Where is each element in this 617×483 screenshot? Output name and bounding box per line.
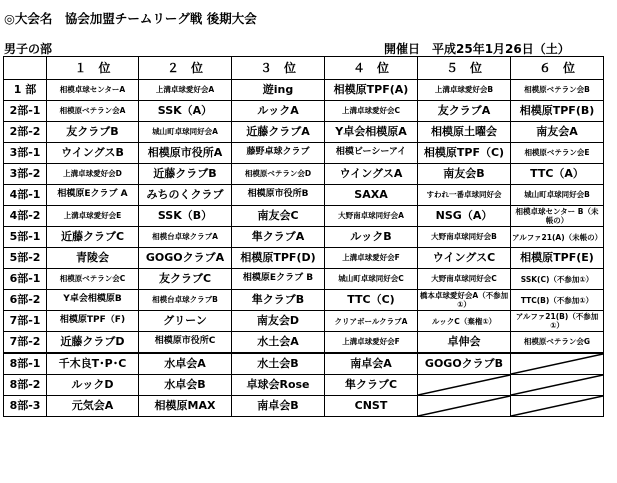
division-label: 4部-1 xyxy=(4,185,47,206)
results-table xyxy=(3,56,604,417)
team-cell: 相模原市役所A xyxy=(139,143,232,164)
team-cell: 相模原ベテラン会E xyxy=(511,143,604,164)
header-cell-rank-5: ５ 位 xyxy=(418,57,511,80)
team-cell: ルックD xyxy=(47,375,139,396)
team-cell: TTC（C) xyxy=(325,290,418,311)
division-label: 2部-1 xyxy=(4,101,47,122)
team-cell: 上溝卓球愛好会D xyxy=(47,164,139,185)
division-label: 5部-2 xyxy=(4,248,47,269)
team-cell: 青陵会 xyxy=(47,248,139,269)
team-cell: 上溝卓球愛好会E xyxy=(47,206,139,227)
division-label: 3部-2 xyxy=(4,164,47,185)
division-label: 2部-2 xyxy=(4,122,47,143)
team-cell: みちのくクラブ xyxy=(139,185,232,206)
event-date: 開催日 平成25年1月26日（土） xyxy=(384,42,570,56)
table-row xyxy=(4,122,604,143)
team-cell: 上溝卓球愛好会C xyxy=(325,101,418,122)
team-cell: ルックA xyxy=(232,101,325,122)
table-row xyxy=(4,227,604,248)
team-cell: 相模原TPF（C) xyxy=(418,143,511,164)
team-cell: 相模原TPF(D) xyxy=(232,248,325,269)
team-cell: 友クラブB xyxy=(47,122,139,143)
team-cell: 上溝卓球愛好会F xyxy=(325,248,418,269)
header-row xyxy=(4,57,604,80)
header-cell-division xyxy=(4,57,47,80)
team-cell: 隼クラブB xyxy=(232,290,325,311)
team-cell: グリーン xyxy=(139,311,232,332)
team-cell: 上溝卓球愛好会A xyxy=(139,80,232,101)
division-label: 4部-2 xyxy=(4,206,47,227)
team-cell: ルックC（棄権①） xyxy=(418,311,511,332)
team-cell: ウイングスB xyxy=(47,143,139,164)
team-cell: 相模原ベテラン会C xyxy=(47,269,139,290)
team-cell: 近藤クラブD xyxy=(47,332,139,354)
table-row xyxy=(4,396,604,417)
header-cell-rank-2: ２ 位 xyxy=(139,57,232,80)
team-cell: 相模卓球センター B（未帳の） xyxy=(511,206,604,227)
team-cell: 大野南卓球同好会C xyxy=(418,269,511,290)
team-cell: 城山町卓球同好会C xyxy=(325,269,418,290)
team-cell: 相模原土曜会 xyxy=(418,122,511,143)
empty-slot-cell xyxy=(418,375,511,396)
team-cell: ウイングスC xyxy=(418,248,511,269)
team-cell: 相模原市役所C xyxy=(139,332,232,354)
section-label: 男子の部 xyxy=(4,42,53,56)
table-row xyxy=(4,185,604,206)
team-cell: 相模原TPF(B) xyxy=(511,101,604,122)
team-cell: SSK（A） xyxy=(139,101,232,122)
division-label: 6部-2 xyxy=(4,290,47,311)
team-cell: 相模卓球センターA xyxy=(47,80,139,101)
table-row xyxy=(4,332,604,354)
empty-slot-cell xyxy=(511,353,604,375)
team-cell: 友クラブA xyxy=(418,101,511,122)
team-cell: 相模原TPF(E) xyxy=(511,248,604,269)
table-row xyxy=(4,290,604,311)
team-cell: 千木良T･P･C xyxy=(47,353,139,375)
header-cell-rank-3: ３ 位 xyxy=(232,57,325,80)
table-row xyxy=(4,206,604,227)
team-cell: Y卓会相模原B xyxy=(47,290,139,311)
empty-slot-cell xyxy=(418,396,511,417)
empty-slot-slash xyxy=(511,396,603,416)
team-cell: Y卓会相模原A xyxy=(325,122,418,143)
team-cell: 大野南卓球同好会B xyxy=(418,227,511,248)
team-cell: 近藤クラブA xyxy=(232,122,325,143)
empty-slot-cell xyxy=(511,396,604,417)
team-cell: 隼クラブA xyxy=(232,227,325,248)
team-cell: 相模原TPF（F) xyxy=(47,311,139,332)
team-cell: クリアボールクラブA xyxy=(325,311,418,332)
table-row xyxy=(4,375,604,396)
team-cell: 南卓会B xyxy=(232,396,325,417)
team-cell: 南友会B xyxy=(418,164,511,185)
team-cell: CNST xyxy=(325,396,418,417)
team-cell: 南友会D xyxy=(232,311,325,332)
team-cell: 相模原Eクラブ A xyxy=(47,185,139,206)
empty-slot-slash xyxy=(511,354,603,374)
division-label: 7部-2 xyxy=(4,332,47,354)
team-cell: 大野南卓球同好会A xyxy=(325,206,418,227)
division-label: 5部-1 xyxy=(4,227,47,248)
team-cell: SAXA xyxy=(325,185,418,206)
team-cell: 城山町卓球同好会B xyxy=(511,185,604,206)
table-row xyxy=(4,101,604,122)
team-cell: 城山町卓球同好会A xyxy=(139,122,232,143)
division-label: 8部-3 xyxy=(4,396,47,417)
table-row xyxy=(4,80,604,101)
team-cell: 遊ing xyxy=(232,80,325,101)
team-cell: ルックB xyxy=(325,227,418,248)
table-row xyxy=(4,248,604,269)
division-label: 1 部 xyxy=(4,80,47,101)
division-label: 8部-1 xyxy=(4,353,47,375)
team-cell: 相模原MAX xyxy=(139,396,232,417)
team-cell: 卓伸会 xyxy=(418,332,511,354)
team-cell: 相模原TPF(A) xyxy=(325,80,418,101)
team-cell: 南卓会A xyxy=(325,353,418,375)
header-cell-rank-1: １ 位 xyxy=(47,57,139,80)
table-row xyxy=(4,143,604,164)
team-cell: SSK(C)（不参加①） xyxy=(511,269,604,290)
empty-slot-slash xyxy=(418,396,510,416)
team-cell: 相模原ベテラン会A xyxy=(47,101,139,122)
team-cell: TTC(B)（不参加①） xyxy=(511,290,604,311)
team-cell: すわれ一番卓球同好会 xyxy=(418,185,511,206)
team-cell: NSG（A） xyxy=(418,206,511,227)
team-cell: 橋本卓球愛好会A（不参加①） xyxy=(418,290,511,311)
table-row xyxy=(4,353,604,375)
empty-slot-cell xyxy=(511,375,604,396)
header-cell-rank-6: ６ 位 xyxy=(511,57,604,80)
team-cell: 上溝卓球愛好会F xyxy=(325,332,418,354)
team-cell: 相模原Eクラブ B xyxy=(232,269,325,290)
team-cell: 南友会C xyxy=(232,206,325,227)
team-cell: 相模原ベテラン会B xyxy=(511,80,604,101)
table-row xyxy=(4,164,604,185)
division-label: 7部-1 xyxy=(4,311,47,332)
team-cell: 上溝卓球愛好会B xyxy=(418,80,511,101)
header-cell-rank-4: ４ 位 xyxy=(325,57,418,80)
team-cell: 近藤クラブC xyxy=(47,227,139,248)
team-cell: 水卓会A xyxy=(139,353,232,375)
tournament-title: ◎大会名 協会加盟チームリーグ戦 後期大会 xyxy=(4,11,257,26)
team-cell: SSK（B） xyxy=(139,206,232,227)
team-cell: GOGOクラブB xyxy=(418,353,511,375)
team-cell: 相模台卓球クラブA xyxy=(139,227,232,248)
division-label: 8部-2 xyxy=(4,375,47,396)
division-label: 3部-1 xyxy=(4,143,47,164)
division-label: 6部-1 xyxy=(4,269,47,290)
team-cell: 相模原ベテラン会G xyxy=(511,332,604,354)
empty-slot-slash xyxy=(418,375,510,395)
team-cell: 相模原市役所B xyxy=(232,185,325,206)
table-row xyxy=(4,311,604,332)
team-cell: 相模原ベテラン会D xyxy=(232,164,325,185)
team-cell: アルファ21(B)（不参加①） xyxy=(511,311,604,332)
team-cell: 近藤クラブB xyxy=(139,164,232,185)
team-cell: 元気会A xyxy=(47,396,139,417)
team-cell: TTC（A） xyxy=(511,164,604,185)
empty-slot-slash xyxy=(511,375,603,395)
team-cell: アルファ21(A)（未帳の） xyxy=(511,227,604,248)
team-cell: 卓球会Rose xyxy=(232,375,325,396)
team-cell: 南友会A xyxy=(511,122,604,143)
team-cell: 友クラブC xyxy=(139,269,232,290)
team-cell: 相模ビーシーアイ xyxy=(325,143,418,164)
team-cell: 相模台卓球クラブB xyxy=(139,290,232,311)
team-cell: ウイングスA xyxy=(325,164,418,185)
team-cell: 水卓会B xyxy=(139,375,232,396)
team-cell: 隼クラブC xyxy=(325,375,418,396)
team-cell: 水土会A xyxy=(232,332,325,354)
table-row xyxy=(4,269,604,290)
team-cell: 水土会B xyxy=(232,353,325,375)
team-cell: 藤野卓球クラブ xyxy=(232,143,325,164)
team-cell: GOGOクラブA xyxy=(139,248,232,269)
